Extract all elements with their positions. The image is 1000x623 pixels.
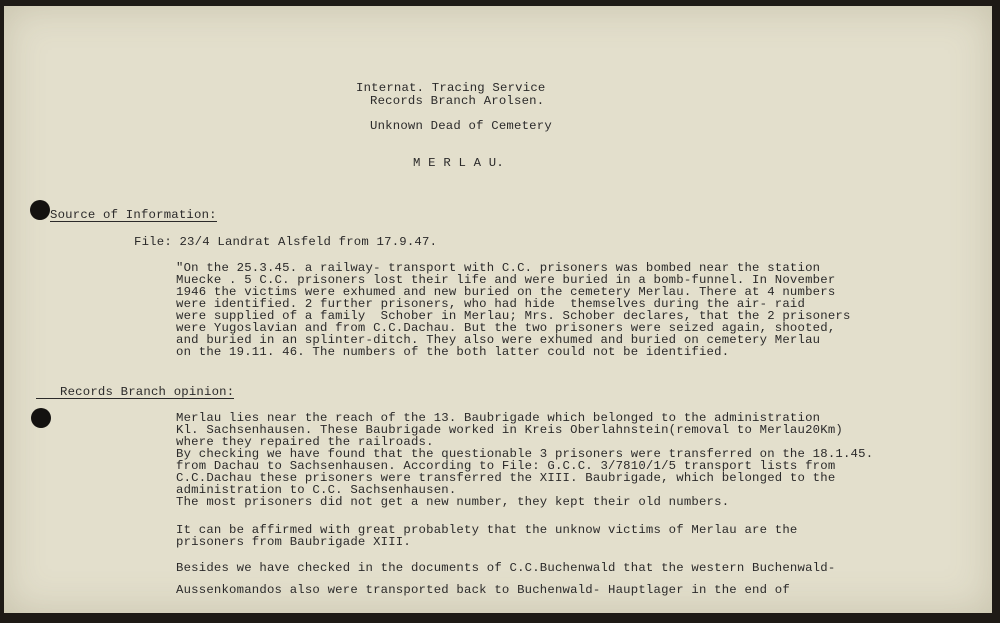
besides-line-2: Aussenkomandos also were transported back to Buchenwald- Hauptlager in the end of	[176, 583, 790, 597]
opinion-heading: Records Branch opinion:	[60, 385, 235, 399]
affirm-line-1: It can be affirmed with great probablety that the unknow victims of Merlau are the	[176, 523, 798, 537]
document-page	[4, 6, 992, 613]
quote-line-1: "On the 25.3.45. a railway- transport with C.C. prisoners was bombed near the station	[176, 261, 821, 275]
heading-dash	[36, 398, 60, 399]
source-heading: Source of Information:	[50, 208, 217, 222]
quote-line-7: and buried in an splinter-ditch. They also were exhumed and buried on cemetery Merlau	[176, 333, 821, 347]
opinion-line-4: By checking we have found that the questionable 3 prisoners were transferred on the 18.1.45.	[176, 447, 874, 461]
source-file: File: 23/4 Landrat Alsfeld from 17.9.47.	[134, 235, 438, 249]
quote-line-6: were Yugoslavian and from C.C.Dachau. But the two prisoners were seized again, shooted,	[176, 321, 836, 335]
besides-line-1: Besides we have checked in the documents of C.C.Buchenwald that the western Buchenwald-	[176, 561, 836, 575]
opinion-line-3: where they repaired the railroads.	[176, 435, 434, 449]
quote-line-2: Muecke . 5 C.C. prisoners lost their life and were buried in a bomb-funnel. In November	[176, 273, 836, 287]
punch-hole-bottom	[31, 408, 51, 428]
quote-line-8: on the 19.11. 46. The numbers of the both latter could not be identified.	[176, 345, 730, 359]
opinion-line-6: C.C.Dachau these prisoners were transferred the XIII. Baubrigade, which belonged to the	[176, 471, 836, 485]
punch-hole-top	[30, 200, 50, 220]
quote-line-3: 1946 the victims were exhumed and new buried on the cemetery Merlau. There at 4 numbers	[176, 285, 836, 299]
quote-line-5: were supplied of a family Schober in Merlau; Mrs. Schober declares, that the 2 prisoners	[176, 309, 851, 323]
opinion-line-2: Kl. Sachsenhausen. These Baubrigade worked in Kreis Oberlahnstein(removal to Merlau20Km)	[176, 423, 843, 437]
header-line-2: Records Branch Arolsen.	[370, 94, 545, 108]
header-subtitle: Unknown Dead of Cemetery	[370, 119, 552, 133]
opinion-line-7: administration to C.C. Sachsenhausen.	[176, 483, 457, 497]
opinion-line-8: The most prisoners did not get a new number, they kept their old numbers.	[176, 495, 730, 509]
header-place: M E R L A U.	[413, 156, 504, 170]
quote-line-4: were identified. 2 further prisoners, who had hide themselves during the air- raid	[176, 297, 806, 311]
header-line-1: Internat. Tracing Service	[356, 81, 546, 95]
opinion-line-1: Merlau lies near the reach of the 13. Baubrigade which belonged to the administration	[176, 411, 821, 425]
opinion-line-5: from Dachau to Sachsenhausen. According to File: G.C.C. 3/7810/1/5 transport lists from	[176, 459, 836, 473]
affirm-line-2: prisoners from Baubrigade XIII.	[176, 535, 411, 549]
